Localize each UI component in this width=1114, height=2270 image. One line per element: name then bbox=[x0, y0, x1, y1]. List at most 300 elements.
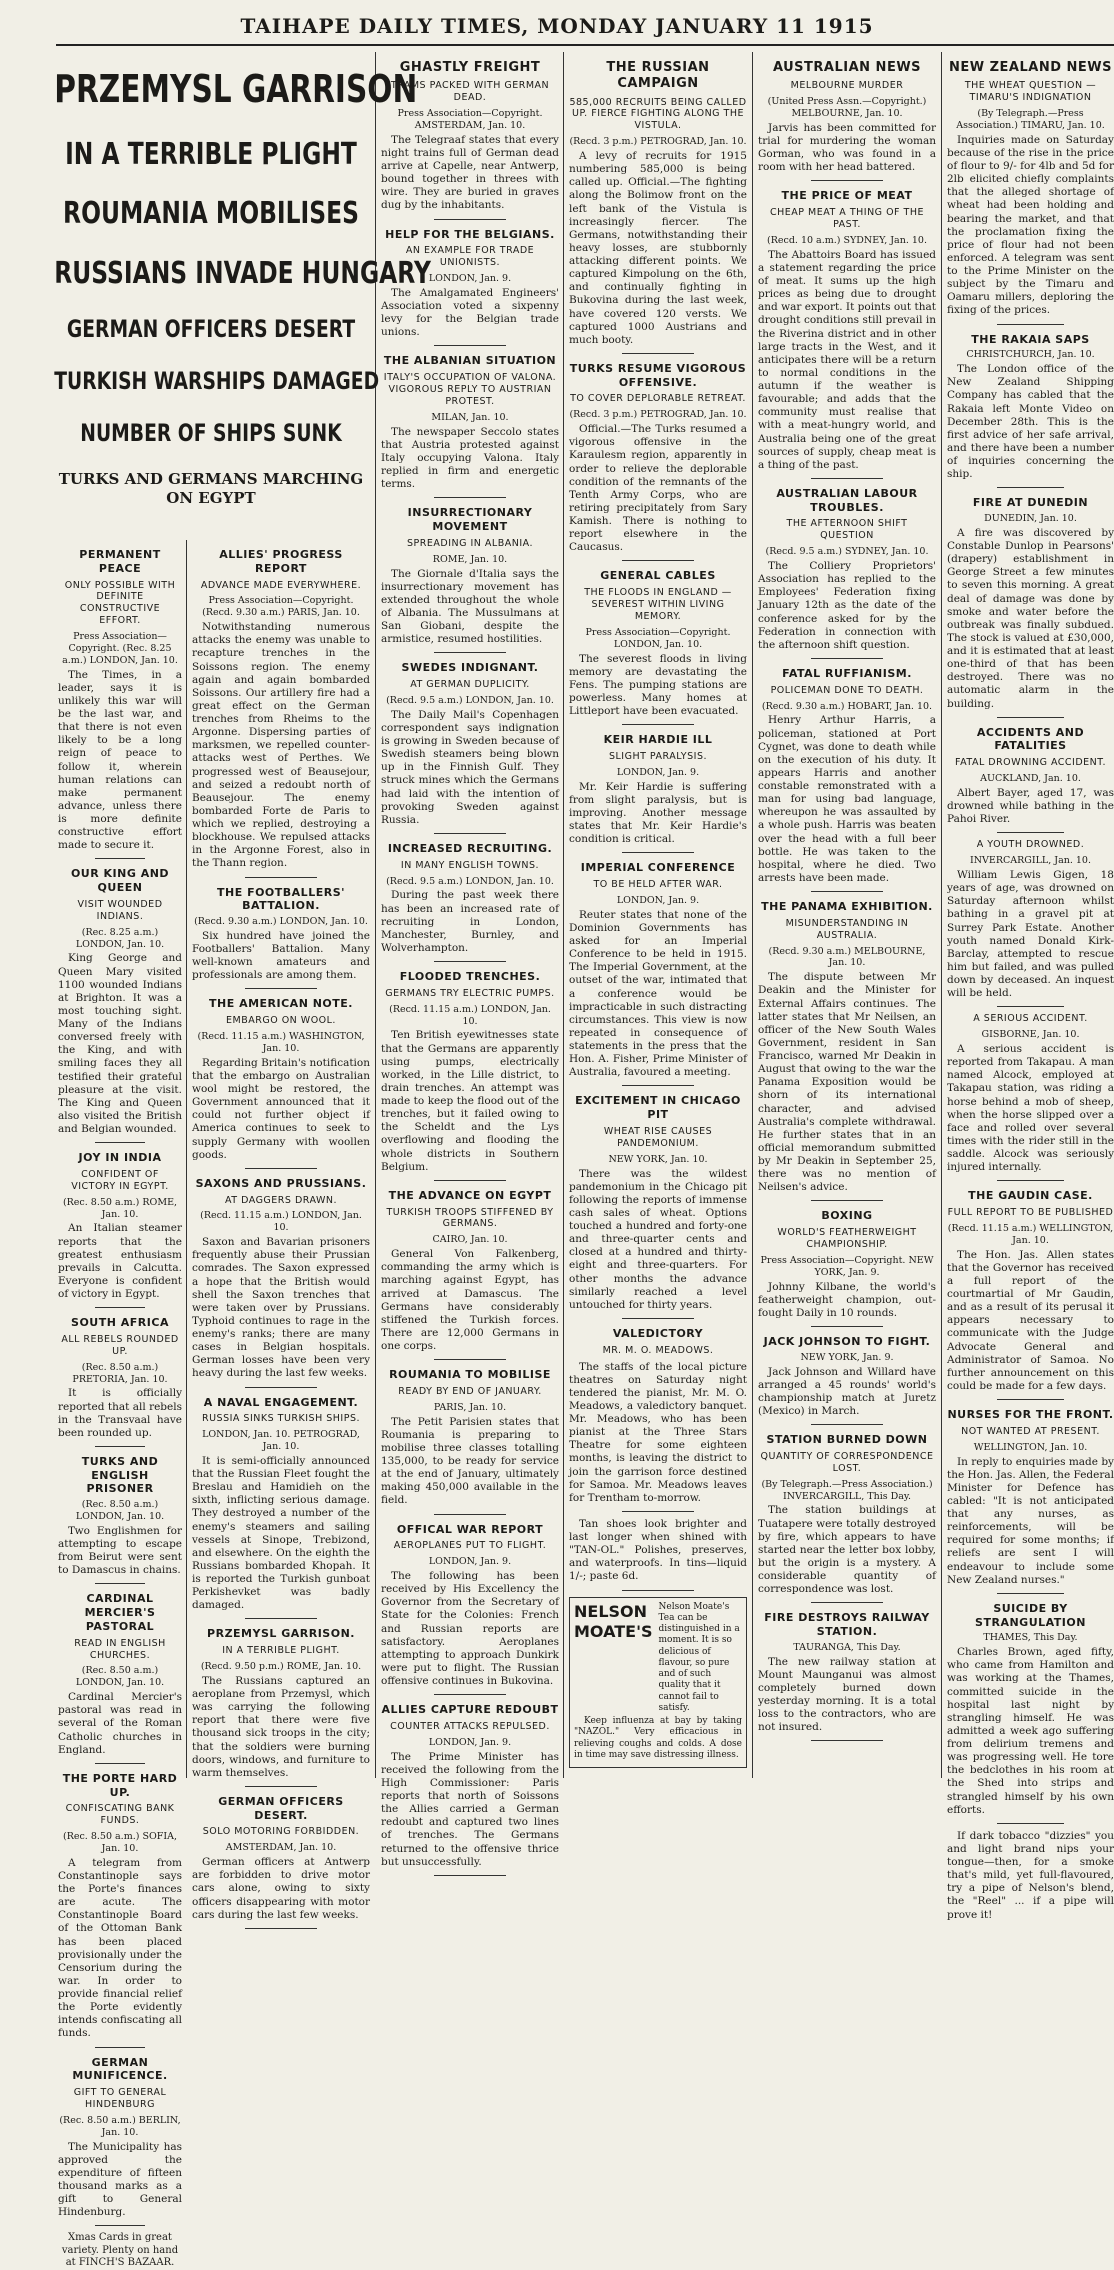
story-dateline: Press Association—Copyright. NEW YORK, Jan. 9. bbox=[760, 1254, 934, 1278]
news-story bbox=[58, 2056, 182, 2227]
story-dateline: (Rec. 8.50 a.m.) LONDON, Jan. 10. bbox=[75, 1499, 165, 1522]
story-divider bbox=[434, 219, 505, 220]
story-body: The London office of the New Zealand Shipping Company has cabled that the Rakaia left Monte Video on December 28th. This is the first advice of her safe arrival, and there have been a number of inquiries concerning the ship. bbox=[947, 363, 1114, 481]
story-body: Two Englishmen for attempting to escape from Beirut were sent to Damascus in chains. bbox=[58, 1524, 182, 1577]
column-divider bbox=[563, 52, 564, 1778]
story-subheading: TO COVER DEPLORABLE RETREAT. bbox=[570, 393, 746, 405]
story-subheading: ALL REBELS ROUNDED UP. bbox=[61, 1333, 179, 1357]
news-story bbox=[58, 1455, 182, 1585]
story-subheading: EMBARGO ON WOOL. bbox=[226, 1015, 336, 1027]
story-subheading: 585,000 RECRUITS BEING CALLED UP. FIERCE FIGHTING ALONG THE VISTULA. bbox=[569, 96, 747, 132]
story-subheading: CHEAP MEAT A THING OF THE PAST. bbox=[770, 207, 924, 230]
story-heading: THE RAKAIA SAPS bbox=[971, 332, 1090, 346]
advert-header bbox=[574, 1602, 742, 1715]
news-story bbox=[192, 1177, 370, 1388]
news-story bbox=[758, 1209, 936, 1327]
story-body: During the past week there has been an increased rate of recruiting in London, Manchester, Burnley, and Wolverhampton. bbox=[381, 889, 559, 954]
news-story bbox=[569, 60, 747, 354]
headline: IN A TERRIBLE PLIGHT bbox=[65, 136, 357, 172]
news-story bbox=[569, 1518, 747, 1591]
story-dateline: GISBORNE, Jan. 10. bbox=[981, 1029, 1080, 1041]
story-subheading: GIFT TO GENERAL HINDENBURG bbox=[73, 2087, 167, 2110]
news-story bbox=[758, 900, 936, 1201]
story-body: Johnny Kilbane, the world's featherweight champion, out-fought Daily in 10 rounds. bbox=[758, 1280, 936, 1319]
story-subheading: GERMANS TRY ELECTRIC PUMPS. bbox=[385, 987, 555, 999]
story-body: Jarvis has been committed for trial for murdering the woman Gorman, who was found in a room with her head battered. bbox=[758, 121, 936, 174]
nelson-moate-advert bbox=[569, 1597, 747, 1769]
story-divider bbox=[245, 1387, 316, 1388]
story-body: The dispute between Mr Deakin and the Minister for External Affairs continues. The latter states that Mr Neilsen, an officer of the New South Wales Government, resident in San Francisco, warned Mr Deakin in August that owing to the war the Panama Exposition would be shorn of its international character, and advised Australia's complete withdrawal. He further states that in an official memorandum submitted by Mr Deakin in September 25, there was no mention of Neilsen's advice. bbox=[758, 971, 936, 1194]
advert-title: NELSON MOATE'S bbox=[574, 1601, 653, 1641]
headline: GERMAN OFFICERS DESERT bbox=[66, 315, 356, 343]
story-body: The station buildings at Tuatapere were totally destroyed by fire, which appears to have started near the letter box lobby, but the origin is a mystery. A considerable quantity of correspondence was lost. bbox=[758, 1504, 936, 1596]
story-subheading: IN A TERRIBLE PLIGHT. bbox=[222, 1645, 340, 1657]
story-dateline: (Recd. 9.30 a.m.) MELBOURNE, Jan. 10. bbox=[768, 945, 926, 969]
story-heading: THE FOOTBALLERS' BATTALION. bbox=[217, 885, 345, 913]
news-story bbox=[569, 1327, 747, 1512]
story-body: Tan shoes look brighter and last longer when shined with "TAN-OL." Polishes, preserves, and waterproofs. In tins—liquid 1/-; paste 6d. bbox=[569, 1517, 747, 1583]
story-subheading: AT DAGGERS DRAWN. bbox=[225, 1194, 337, 1206]
story-heading: THE PANAMA EXHIBITION. bbox=[761, 900, 933, 913]
news-story bbox=[947, 60, 1114, 325]
story-heading: OFFICAL WAR REPORT bbox=[396, 1522, 544, 1536]
story-divider bbox=[95, 1583, 145, 1584]
news-story bbox=[381, 970, 559, 1181]
story-heading: THE GAUDIN CASE. bbox=[968, 1189, 1093, 1203]
story-subheading: MELBOURNE MURDER bbox=[790, 80, 904, 92]
story-dateline: AMSTERDAM, Jan. 10. bbox=[225, 1842, 337, 1854]
story-heading: FATAL RUFFIANISM. bbox=[782, 666, 912, 680]
story-body: Ten British eyewitnesses state that the Germans are apparently using pumps, electrically worked, in the Lille district, to drain trenches. An attempt was made to keep the flood out of the trenches, but it failed owing to the Scheldt and the Lys overflowing and flooding the whole districts in Southern Belgium. bbox=[381, 1029, 559, 1173]
story-dateline: LONDON, Jan. 10. PETROGRAD, Jan. 10. bbox=[202, 1429, 360, 1452]
tagline: TURKS AND GERMANS MARCHING ON EGYPT bbox=[58, 470, 364, 507]
story-subheading: QUANTITY OF CORRESPONDENCE LOST. bbox=[760, 1450, 934, 1474]
story-heading: EXCITEMENT IN CHICAGO PIT bbox=[575, 1094, 741, 1122]
story-body: The staffs of the local picture theatres on Saturday night tendered the pianist, Mr. M. O. Meadows, a valedictory banquet. Mr. Meadows, who has been pianist at the Three Stars Theatre for some eighteen months, is leaving the district to join the garrison force destined for Samoa. Mr. Meadows leaves for Trentham to-morrow. bbox=[569, 1360, 747, 1504]
story-dateline: TAURANGA, This Day. bbox=[793, 1641, 901, 1653]
story-subheading: AT GERMAN DUPLICITY. bbox=[410, 679, 530, 690]
story-divider bbox=[997, 717, 1064, 718]
story-body: German officers at Antwerp are forbidden to drive motor cars alone, owing to sixty officers disappearing with motor cars during the last few weeks. bbox=[192, 1856, 370, 1921]
advert-text: Nelson Moate's Tea can be distinguished in a moment. It is so delicious of flavour, so pure and of such quality that it cannot fail to satisfy. bbox=[658, 1601, 740, 1713]
story-heading: AUSTRALIAN NEWS bbox=[772, 60, 922, 75]
story-divider bbox=[95, 1307, 145, 1308]
story-body: The Hon. Jas. Allen states that the Governor has received a full report of the courtmartial of Mr Gaudin, and as a result of its perusal it appears necessary to communicate with the Judge Advocate General and Administrator of Samoa. No further announcement on this could be made for a few days. bbox=[947, 1248, 1114, 1392]
story-heading: JOY IN INDIA bbox=[78, 1151, 162, 1165]
story-subheading: CONFISCATING BANK FUNDS. bbox=[65, 1803, 175, 1827]
story-subheading: A SERIOUS ACCIDENT. bbox=[973, 1013, 1088, 1025]
story-dateline: NEW YORK, Jan. 9. bbox=[800, 1351, 894, 1363]
story-divider bbox=[95, 1142, 145, 1143]
story-body: Mr. Keir Hardie is suffering from slight paralysis, but is improving. Another message states that Mr. Keir Hardie's condition is critical. bbox=[569, 780, 747, 846]
story-dateline: LONDON, Jan. 9. bbox=[616, 894, 700, 906]
headline: ROUMANIA MOBILISES bbox=[63, 196, 359, 231]
story-dateline: INVERCARGILL, Jan. 10. bbox=[969, 855, 1092, 867]
story-divider bbox=[245, 1786, 316, 1787]
story-heading: OUR KING AND QUEEN bbox=[70, 867, 170, 895]
news-story bbox=[947, 1189, 1114, 1400]
story-dateline: (Recd. 9.30 a.m.) HOBART, Jan. 10. bbox=[761, 700, 933, 712]
story-heading: AUSTRALIAN LABOUR TROUBLES. bbox=[776, 486, 918, 514]
story-body: The Colliery Proprietors' Association has replied to the Employees' Federation fixing January 12th as the date of the conference asked for by the Federation in connection with the afternoon shift question. bbox=[758, 560, 936, 651]
story-divider bbox=[434, 1359, 505, 1360]
story-divider bbox=[95, 1763, 145, 1764]
story-divider bbox=[997, 1399, 1064, 1400]
story-body: The Abattoirs Board has issued a statement regarding the price of meat. It sums up the high prices as being due to drought and war export. It points out that drought conditions still prevail in the Riverina district and in other large tracts in the West, and it anticipates there will be a return to normal conditions in the autumn if the weather is favourable; and adds that the community must realise that with a meat-hungry world, and Australia being one of the great sources of supply, cheap meat is a thing of the past. bbox=[758, 248, 936, 471]
story-divider bbox=[997, 1823, 1064, 1824]
story-body: Albert Bayer, aged 17, was drowned while bathing in the Pahoi River. bbox=[947, 786, 1114, 826]
news-story bbox=[58, 548, 182, 859]
column-divider bbox=[941, 52, 942, 1778]
advert-body: Keep influenza at bay by taking "NAZOL." Very efficacious in relieving coughs and colds. A dose in time may save distressing illness. bbox=[574, 1716, 742, 1760]
story-body: It is officially reported that all rebels in the Transvaal have been rounded up. bbox=[58, 1387, 182, 1439]
story-heading: VALEDICTORY bbox=[612, 1326, 704, 1340]
story-subheading: WORLD'S FEATHERWEIGHT CHAMPIONSHIP. bbox=[777, 1227, 917, 1250]
news-story bbox=[192, 548, 370, 878]
news-story bbox=[381, 506, 559, 653]
column-divider bbox=[186, 540, 187, 1778]
story-heading: STATION BURNED DOWN bbox=[766, 1433, 928, 1447]
news-story bbox=[58, 1592, 182, 1763]
story-body: The new railway station at Mount Maunganui was almost completely burned down yesterday morning. It is a total loss to the contractors, who are not insured. bbox=[758, 1655, 936, 1734]
story-subheading: TRAMS PACKED WITH GERMAN DEAD. bbox=[390, 80, 550, 104]
column-divider bbox=[752, 52, 753, 1778]
story-subheading: AN EXAMPLE FOR TRADE UNIONISTS. bbox=[405, 245, 535, 269]
story-heading: FIRE AT DUNEDIN bbox=[972, 496, 1089, 510]
story-dateline: (Recd. 9.5 a.m.) LONDON, Jan. 10. bbox=[386, 875, 554, 887]
news-story bbox=[381, 60, 559, 220]
story-divider bbox=[997, 1180, 1064, 1181]
story-body: Henry Arthur Harris, a policeman, stationed at Port Cygnet, was done to death while on the execution of his duty. It appears Harris and another constable remonstrated with a man for using bad language, whereupon he was assaulted by a whole push. Harris was beaten over the head with a full beer bottle. He was taken to the hospital, where he died. Two arrests have been made. bbox=[758, 714, 936, 884]
story-dateline: (Recd. 3 p.m.) PETROGRAD, Jan. 10. bbox=[569, 409, 747, 421]
story-body: William Lewis Gigen, 18 years of age, was drowned on Saturday afternoon whilst bathing in a gravel pit at Surrey Park Estate. Another youth named Donald Kirk-Barclay, attempted to rescue him but failed, and was pulled down by deceased. An inquest will be held. bbox=[947, 869, 1114, 1000]
news-story bbox=[381, 1523, 559, 1696]
story-subheading: IN MANY ENGLISH TOWNS. bbox=[400, 859, 540, 871]
news-story bbox=[381, 1368, 559, 1514]
story-dateline: (Rec. 8.50 a.m.) ROME, Jan. 10. bbox=[62, 1196, 178, 1220]
story-body: There was the wildest pandemonium in the Chicago pit following the reports of immense cash sales of wheat. Options touched a hundred and forty-one and three-quarter cents and closed at a hundred and thirty-eight and three-quarters. For other months the advance similarly reached a level untouched for thirty years. bbox=[569, 1167, 747, 1311]
news-story bbox=[192, 1396, 370, 1620]
news-story bbox=[569, 733, 747, 853]
story-dateline: (Rec. 8.50 a.m.) SOFIA, Jan. 10. bbox=[63, 1831, 177, 1854]
story-divider bbox=[434, 833, 505, 834]
story-heading: GERMAN MUNIFICENCE. bbox=[72, 2055, 168, 2083]
story-dateline: (Rec. 8.50 a.m.) LONDON, Jan. 10. bbox=[75, 1665, 165, 1689]
story-divider bbox=[434, 497, 505, 498]
news-story bbox=[947, 333, 1114, 489]
story-divider bbox=[622, 1318, 693, 1319]
story-body: The Municipality has approved the expenditure of fifteen thousand marks as a gift to General Hindenburg. bbox=[58, 2140, 182, 2219]
story-subheading: COUNTER ATTACKS REPULSED. bbox=[390, 1720, 550, 1732]
story-body: King George and Queen Mary visited 1100 wounded Indians at Brighton. It was a most touching sight. Many of the Indians conversed freely with the King, and with smiling faces they all testified their grateful pleasure at the visit. The King and Queen also visited the British and Belgian wounded. bbox=[58, 952, 182, 1135]
story-subheading: READ IN ENGLISH CHURCHES. bbox=[74, 1637, 166, 1661]
story-dateline: (Recd. 11.15 a.m.) LONDON, Jan. 10. bbox=[200, 1210, 362, 1234]
story-dateline: (By Telegraph.—Press Association.) TIMARU, Jan. 10. bbox=[956, 108, 1105, 131]
news-story bbox=[381, 228, 559, 347]
story-divider bbox=[622, 1085, 693, 1086]
story-divider bbox=[95, 858, 145, 859]
story-dateline: (Recd. 11.15 a.m.) WASHINGTON, Jan. 10. bbox=[197, 1031, 365, 1054]
story-divider bbox=[622, 1511, 693, 1512]
story-body: The Amalgamated Engineers' Association voted a sixpenny levy for the Belgian trade unions. bbox=[381, 286, 559, 339]
story-body: A serious accident is reported from Takapau. A man named Alcock, employed at Takapau station, was riding a horse behind a mob of sheep, when the horse slipped over a face and rolled over several times with the rider still in the saddle. Alcock was seriously injured internally. bbox=[947, 1043, 1114, 1174]
story-heading: GERMAN OFFICERS DESERT. bbox=[218, 1794, 344, 1822]
story-heading: FLOODED TRENCHES. bbox=[399, 970, 541, 983]
story-body: The Prime Minister has received the following from the High Commissioner: Paris reports that north of Soissons the Allies carried a German redoubt and captured two lines of trenches. The Germans returned to the offensive thrice but unsuccessfully. bbox=[381, 1750, 559, 1868]
story-subheading: TO BE HELD AFTER WAR. bbox=[593, 879, 723, 890]
story-subheading: SLIGHT PARALYSIS. bbox=[608, 750, 707, 762]
news-story bbox=[758, 1335, 936, 1425]
news-story bbox=[758, 487, 936, 659]
story-heading: ALLIES' PROGRESS REPORT bbox=[219, 548, 343, 575]
story-body: Charles Brown, aged fifty, who came from Hamilton and was working at the Thames, committed suicide in the hospital last night by strangling himself. He was admitted a week ago suffering from delirium tremens and was progressing well. He tore the bedclothes in his room at the Shed into strips and strangled himself by his own efforts. bbox=[947, 1646, 1114, 1816]
tobacco-advert: If dark tobacco "dizzies" you and light brand nips your tongue—then, for a smoke that's mild, yet full-flavoured, try a pipe of Nelson's blend, the "Reel" ... if a pipe will prove it! bbox=[947, 1829, 1114, 1921]
story-subheading: THE FLOODS IN ENGLAND — SEVEREST WITHIN LIVING MEMORY. bbox=[584, 587, 732, 622]
news-story bbox=[758, 60, 936, 181]
news-story bbox=[381, 1189, 559, 1360]
story-heading: SUICIDE BY STRANGULATION bbox=[975, 1601, 1086, 1629]
story-body: Inquiries made on Saturday because of the rise in the price of flour to 9/- for 4lb and 5d for 2lb elicited chiefly complaints that the alleged shortage of wheat had been holding and bearing the market, and that the proclamation fixing the price of flour had not been enforced. A telegram was sent to the Prime Minister on the subject by the Timaru and Oamaru millers, deploring the fixing of the prices. bbox=[947, 133, 1114, 317]
headline: NUMBER OF SHIPS SUNK bbox=[80, 419, 342, 447]
story-heading: INCREASED RECRUITING. bbox=[387, 841, 553, 855]
story-dateline: LONDON, Jan. 9. bbox=[428, 1736, 512, 1748]
story-heading: KEIR HARDIE ILL bbox=[603, 733, 713, 747]
story-heading: IMPERIAL CONFERENCE bbox=[580, 861, 736, 875]
story-heading: SWEDES INDIGNANT. bbox=[401, 661, 539, 675]
story-subheading: VISIT WOUNDED INDIANS. bbox=[77, 898, 163, 922]
story-dateline: ROME, Jan. 10. bbox=[432, 553, 508, 565]
story-subheading: ADVANCE MADE EVERYWHERE. bbox=[200, 579, 362, 591]
story-divider bbox=[997, 832, 1064, 833]
story-divider bbox=[622, 1590, 693, 1591]
story-body: Jack Johnson and Willard have arranged a 45 rounds' world's championship match at Juretz (Mexico) in March. bbox=[758, 1365, 936, 1417]
story-divider bbox=[811, 478, 882, 479]
news-story bbox=[58, 1316, 182, 1447]
story-body: The Giornale d'Italia says the insurrectionary movement has extended throughout the whole of Albania. The Mussulmans at San Giobani, despite the armistice, resumed hostilities. bbox=[381, 567, 559, 646]
story-body: An Italian steamer reports that the greatest enthusiasm prevails in Calcutta. Everyone is confident of victory in Egypt. bbox=[58, 1222, 182, 1300]
story-heading: CARDINAL MERCIER'S PASTORAL bbox=[84, 1592, 156, 1633]
news-story bbox=[569, 861, 747, 1086]
story-dateline: THAMES, This Day. bbox=[983, 1632, 1078, 1644]
story-body: Regarding Britain's notification that the embargo on Australian wool might be restored, the Government announced that it could not further object if America continues to seek to supply Germany with woollen goods. bbox=[192, 1056, 370, 1161]
story-subheading: CONFIDENT OF VICTORY IN EGYPT. bbox=[71, 1168, 169, 1192]
story-heading: INSURRECTIONARY MOVEMENT bbox=[407, 506, 533, 533]
news-story bbox=[947, 726, 1114, 834]
story-dateline: (Recd. 9.30 a.m.) LONDON, Jan. 10. bbox=[194, 916, 368, 927]
story-subheading: TURKISH TROOPS STIFFENED BY GERMANS. bbox=[386, 1206, 554, 1230]
story-dateline: (United Press Assn.—Copyright.) MELBOURNE, Jan. 10. bbox=[767, 96, 927, 119]
story-divider bbox=[95, 2047, 145, 2048]
news-story bbox=[569, 1094, 747, 1319]
story-dateline: NEW YORK, Jan. 10. bbox=[608, 1153, 708, 1165]
story-divider bbox=[622, 724, 693, 725]
story-divider bbox=[434, 1694, 505, 1695]
story-body: The newspaper Seccolo states that Austria protested against Italy occupying Valona. Italy replied in firm and energetic terms. bbox=[381, 425, 559, 491]
story-subheading: NOT WANTED AT PRESENT. bbox=[961, 1425, 1100, 1437]
story-heading: BOXING bbox=[821, 1209, 873, 1223]
story-dateline: (Recd. 9.5 a.m.) SYDNEY, Jan. 10. bbox=[765, 546, 929, 558]
story-dateline: AUCKLAND, Jan. 10. bbox=[980, 773, 1081, 784]
story-dateline: LONDON, Jan. 9. bbox=[428, 1556, 512, 1568]
story-dateline: (Rec. 8.25 a.m.) LONDON, Jan. 10. bbox=[75, 926, 165, 950]
headline-block bbox=[50, 52, 431, 532]
story-divider bbox=[997, 1006, 1064, 1007]
story-body: Six hundred have joined the Footballers' Battalion. Many well-known amateurs and professionals are among them. bbox=[192, 929, 370, 982]
masthead-rule bbox=[56, 44, 1114, 46]
story-dateline: Press Association—Copyright. LONDON, Jan. 10. bbox=[585, 626, 731, 650]
story-divider bbox=[434, 1875, 505, 1876]
story-divider bbox=[997, 324, 1064, 325]
story-dateline: (Recd. 11.15 a.m.) LONDON, Jan. 10. bbox=[389, 1003, 551, 1027]
news-story bbox=[381, 1703, 559, 1876]
news-story bbox=[192, 1795, 370, 1929]
story-subheading: FATAL DROWNING ACCIDENT. bbox=[955, 757, 1106, 769]
story-divider bbox=[434, 652, 505, 653]
story-divider bbox=[434, 345, 505, 346]
news-story bbox=[58, 867, 182, 1143]
news-story bbox=[569, 569, 747, 725]
story-dateline: Press Association—Copyright. (Rec. 8.25 a.m.) LONDON, Jan. 10. bbox=[62, 631, 178, 666]
story-dateline: (Recd. 9.5 a.m.) LONDON, Jan. 10. bbox=[386, 694, 554, 706]
story-heading: THE PORTE HARD UP. bbox=[62, 1771, 178, 1799]
story-dateline: PARIS, Jan. 10. bbox=[433, 1401, 507, 1413]
story-body: Official.—The Turks resumed a vigorous offensive in the Karaulesm region, apparently in order to relieve the deplorable condition of the remnants of the Tenth Army Corps, who are retiring precipitately from Sary Kamish. There is nothing to report elsewhere in the Caucasus. bbox=[569, 423, 747, 554]
story-body: A levy of recruits for 1915 numbering 585,000 is being called up. Official.—The fighting along the Bolimow front on the left bank of the Vistula is increasingly fiercer. The Germans, notwithstanding their heavy losses, are stubbornly attacking different points. We captured Kimpolung on the 6th, and continually fighting in Bukovina during the last week, have covered 120 versts. We captured 1000 Austrians and much booty. bbox=[569, 150, 747, 346]
news-story bbox=[758, 667, 936, 892]
story-subheading: SPREADING IN ALBANIA. bbox=[407, 537, 533, 549]
story-subheading: SOLO MOTORING FORBIDDEN. bbox=[202, 1826, 360, 1838]
story-divider bbox=[997, 1593, 1064, 1594]
story-heading: THE ADVANCE ON EGYPT bbox=[388, 1188, 552, 1202]
story-heading: NEW ZEALAND NEWS bbox=[949, 60, 1112, 75]
story-heading: THE ALBANIAN SITUATION bbox=[383, 354, 557, 368]
story-dateline: LONDON, Jan. 9. bbox=[428, 273, 512, 284]
headline: RUSSIANS INVADE HUNGARY bbox=[54, 255, 431, 291]
story-divider bbox=[95, 2225, 145, 2226]
story-subheading: MR. M. O. MEADOWS. bbox=[602, 1344, 714, 1356]
story-divider bbox=[811, 180, 882, 181]
story-subheading: FULL REPORT TO BE PUBLISHED bbox=[947, 1207, 1114, 1218]
story-body: Cardinal Mercier's pastoral was read in several of the Roman Catholic churches in England. bbox=[58, 1691, 182, 1756]
column-1 bbox=[58, 540, 182, 2269]
story-subheading: WHEAT RISE CAUSES PANDEMONIUM. bbox=[603, 1125, 713, 1149]
story-body: The following has been received by His Excellency the Governor from the Secretary of State for the Colonies: French and Russian reports are satisfactory. Aeroplanes attempting to approach Dunkirk were put to flight. The Russian offensive continues in Bukovina. bbox=[381, 1570, 559, 1687]
story-body: A fire was discovered by Constable Dunlop in Pearsons' (drapery) establishment in George Street a few minutes to seven this morning. A great deal of damage was done by smoke and water before the outbreak was finally subdued. The stock is valued at £30,000, and it is estimated that at least one-third of that has been destroyed. There was no automatic alarm in the building. bbox=[947, 526, 1114, 710]
story-heading: SOUTH AFRICA bbox=[71, 1316, 169, 1330]
column-5 bbox=[758, 52, 936, 1778]
news-story bbox=[192, 886, 370, 990]
story-body: The severest floods in living memory are devastating the Fens. The pumping stations are powerless. Many homes at Littleport have been evacuated. bbox=[569, 652, 747, 717]
story-divider bbox=[245, 877, 316, 878]
story-body: A telegram from Constantinople says the Porte's finances are acute. The Constantinople Board of the Ottoman Bank has been placed provisionally under the Censorium during the war. In order to provide financial relief the Porte evidently intends confiscating all funds. bbox=[58, 1856, 182, 2040]
story-dateline: (Recd. 11.15 a.m.) WELLINGTON, Jan. 10. bbox=[947, 1222, 1114, 1246]
story-divider bbox=[811, 1740, 882, 1741]
story-divider bbox=[811, 658, 882, 659]
story-heading: A NAVAL ENGAGEMENT. bbox=[203, 1395, 359, 1409]
story-divider bbox=[622, 560, 693, 561]
story-heading: ALLIES CAPTURE REDOUBT bbox=[381, 1703, 559, 1717]
story-dateline: LONDON, Jan. 9. bbox=[616, 766, 700, 778]
story-body: It is semi-officially announced that the Russian Fleet fought the Breslau and Hamidieh on the sixth, inflicting serious damage. They destroyed a number of the enemy's steamers and sailing vessels at Sinope, Trebizond, and elsewhere. On the eighth the Russians bombarded Khopah. It is reported the Turkish gunboat Perkishevket was badly damaged. bbox=[192, 1454, 370, 1612]
story-body: Notwithstanding numerous attacks the enemy was unable to recapture trenches in the Soissons region. The enemy again and again bombarded Soissons. Our artillery fire had a great effect on the German trenches from Rheims to the Argonne. Dispersing parties of marksmen, we repelled counter-attacks west of Perthes. We progressed west of Beausejour, and seized a redoubt north of Beausejour. The enemy bombarded Forte de Paris to which we replied, destroying a blockhouse. We repulsed attacks in the Argonne Forest, also in the Thann region. bbox=[192, 621, 370, 870]
headline: PRZEMYSL GARRISON bbox=[54, 67, 418, 111]
story-divider bbox=[622, 852, 693, 853]
story-body: General Von Falkenberg, commanding the army which is marching against Egypt, has arrived at Damascus. The Germans have considerably stiffened the Turkish forces. There are 12,000 Germans in one corps. bbox=[381, 1248, 559, 1352]
story-divider bbox=[811, 1326, 882, 1327]
news-story bbox=[758, 1433, 936, 1603]
story-divider bbox=[245, 988, 316, 989]
story-heading: ROUMANIA TO MOBILISE bbox=[389, 1368, 551, 1382]
masthead: TAIHAPE DAILY TIMES, MONDAY JANUARY 11 1915 bbox=[240, 14, 874, 38]
news-story bbox=[758, 1611, 936, 1741]
story-body: In reply to enquiries made by the Hon. Jas. Allen, the Federal Minister for Defence has cabled: "It is not anticipated that any nurses, as reinforcements, will be required for some months; if reliefs are sent I will endeavour to include some New Zealand nurses." bbox=[947, 1455, 1114, 1586]
story-heading: ACCIDENTS AND FATALITIES bbox=[976, 725, 1085, 753]
story-heading: GENERAL CABLES bbox=[600, 569, 716, 583]
story-divider bbox=[434, 961, 505, 962]
news-story bbox=[192, 997, 370, 1168]
story-divider bbox=[434, 1180, 505, 1181]
story-subheading: READY BY END OF JANUARY. bbox=[398, 1385, 542, 1397]
story-dateline: CHRISTCHURCH, Jan. 10. bbox=[966, 349, 1095, 361]
story-dateline: Press Association—Copyright. (Recd. 9.30 a.m.) PARIS, Jan. 10. bbox=[202, 595, 360, 619]
story-heading: TURKS RESUME VIGOROUS OFFENSIVE. bbox=[569, 361, 747, 389]
column-4 bbox=[569, 52, 747, 1778]
story-subheading: ONLY POSSIBLE WITH DEFINITE CONSTRUCTIVE EFFORT. bbox=[64, 579, 176, 627]
story-heading: GHASTLY FREIGHT bbox=[399, 60, 541, 75]
news-story bbox=[758, 189, 936, 479]
story-heading: JACK JOHNSON TO FIGHT. bbox=[763, 1335, 931, 1348]
story-subheading: A YOUTH DROWNED. bbox=[976, 839, 1085, 851]
news-story bbox=[381, 354, 559, 498]
news-story bbox=[947, 839, 1114, 1007]
column-6 bbox=[947, 52, 1114, 1921]
column-3 bbox=[381, 52, 559, 1868]
story-divider bbox=[622, 353, 693, 354]
story-dateline: WELLINGTON, Jan. 10. bbox=[973, 1441, 1088, 1453]
story-heading: TURKS AND ENGLISH PRISONER bbox=[81, 1454, 159, 1496]
story-dateline: MILAN, Jan. 10. bbox=[431, 411, 509, 423]
news-story bbox=[947, 1408, 1114, 1594]
story-dateline: (Rec. 8.50 a.m.) BERLIN, Jan. 10. bbox=[59, 2114, 181, 2138]
story-divider bbox=[811, 1424, 882, 1425]
story-subheading: ITALY'S OCCUPATION OF VALONA. VIGOROUS REPLY TO AUSTRIAN PROTEST. bbox=[383, 372, 557, 407]
news-story bbox=[58, 1772, 182, 2048]
story-subheading: AEROPLANES PUT TO FLIGHT. bbox=[393, 1540, 547, 1552]
story-heading: FIRE DESTROYS RAILWAY STATION. bbox=[764, 1611, 930, 1638]
story-heading: THE PRICE OF MEAT bbox=[781, 189, 913, 203]
story-subheading: POLICEMAN DONE TO DEATH. bbox=[770, 684, 924, 696]
story-divider bbox=[811, 891, 882, 892]
news-story bbox=[569, 362, 747, 562]
story-heading: THE AMERICAN NOTE. bbox=[209, 997, 353, 1011]
story-dateline: Press Association—Copyright. AMSTERDAM, Jan. 10. bbox=[397, 108, 543, 131]
news-story bbox=[947, 1602, 1114, 1824]
story-heading: PERMANENT PEACE bbox=[79, 548, 161, 575]
story-dateline: DUNEDIN, Jan. 10. bbox=[984, 513, 1077, 524]
story-divider bbox=[434, 1514, 505, 1515]
story-divider bbox=[95, 1446, 145, 1447]
news-story bbox=[947, 496, 1114, 717]
story-body: The Petit Parisien states that Roumania is preparing to mobilise three classes totalling 135,000, to be ready for service at the end of January, ultimately making 450,000 available in the field. bbox=[381, 1415, 559, 1507]
news-story bbox=[58, 1151, 182, 1308]
story-heading: SAXONS AND PRUSSIANS. bbox=[195, 1176, 367, 1190]
story-divider bbox=[811, 1602, 882, 1603]
news-story bbox=[381, 661, 559, 834]
news-story bbox=[947, 1013, 1114, 1181]
story-dateline: (Rec. 8.50 a.m.) PRETORIA, Jan. 10. bbox=[72, 1361, 168, 1385]
column-2 bbox=[192, 540, 370, 1921]
news-story bbox=[192, 1627, 370, 1787]
